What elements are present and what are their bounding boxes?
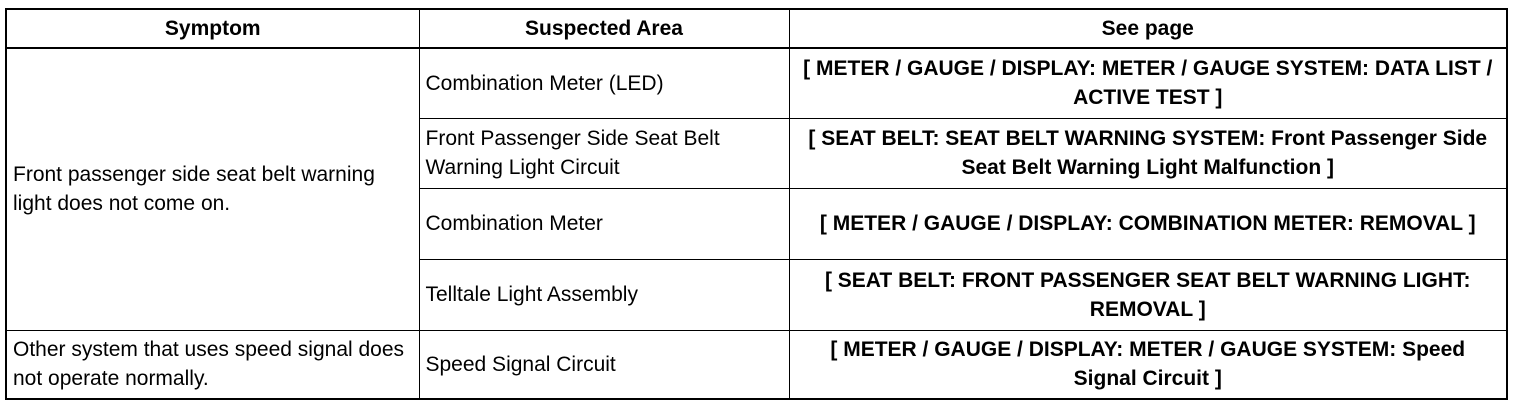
suspected-area-header: Suspected Area xyxy=(419,9,789,48)
troubleshooting-table xyxy=(5,8,1508,400)
symptom-cell: Other system that uses speed signal does not operate normally. xyxy=(6,330,419,399)
see-page-link[interactable]: [ SEAT BELT: FRONT PASSENGER SEAT BELT WARNING LIGHT: REMOVAL ] xyxy=(789,259,1507,330)
table-row xyxy=(6,48,1507,118)
symptom-header: Symptom xyxy=(6,9,419,48)
table-row xyxy=(6,330,1507,399)
see-page-link[interactable]: [ SEAT BELT: SEAT BELT WARNING SYSTEM: Front Passenger Side Seat Belt Warning Light Malfunction ] xyxy=(789,118,1507,188)
see-page-link[interactable]: [ METER / GAUGE / DISPLAY: METER / GAUGE SYSTEM: Speed Signal Circuit ] xyxy=(789,330,1507,399)
suspected-area-cell: Combination Meter xyxy=(419,188,789,259)
symptom-cell: Front passenger side seat belt warning light does not come on. xyxy=(6,48,419,330)
see-page-link[interactable]: [ METER / GAUGE / DISPLAY: COMBINATION METER: REMOVAL ] xyxy=(789,188,1507,259)
suspected-area-cell: Speed Signal Circuit xyxy=(419,330,789,399)
see-page-header: See page xyxy=(789,9,1507,48)
see-page-link[interactable]: [ METER / GAUGE / DISPLAY: METER / GAUGE SYSTEM: DATA LIST / ACTIVE TEST ] xyxy=(789,48,1507,118)
suspected-area-cell: Front Passenger Side Seat Belt Warning Light Circuit xyxy=(419,118,789,188)
suspected-area-cell: Combination Meter (LED) xyxy=(419,48,789,118)
suspected-area-cell: Telltale Light Assembly xyxy=(419,259,789,330)
header-row xyxy=(6,9,1507,48)
